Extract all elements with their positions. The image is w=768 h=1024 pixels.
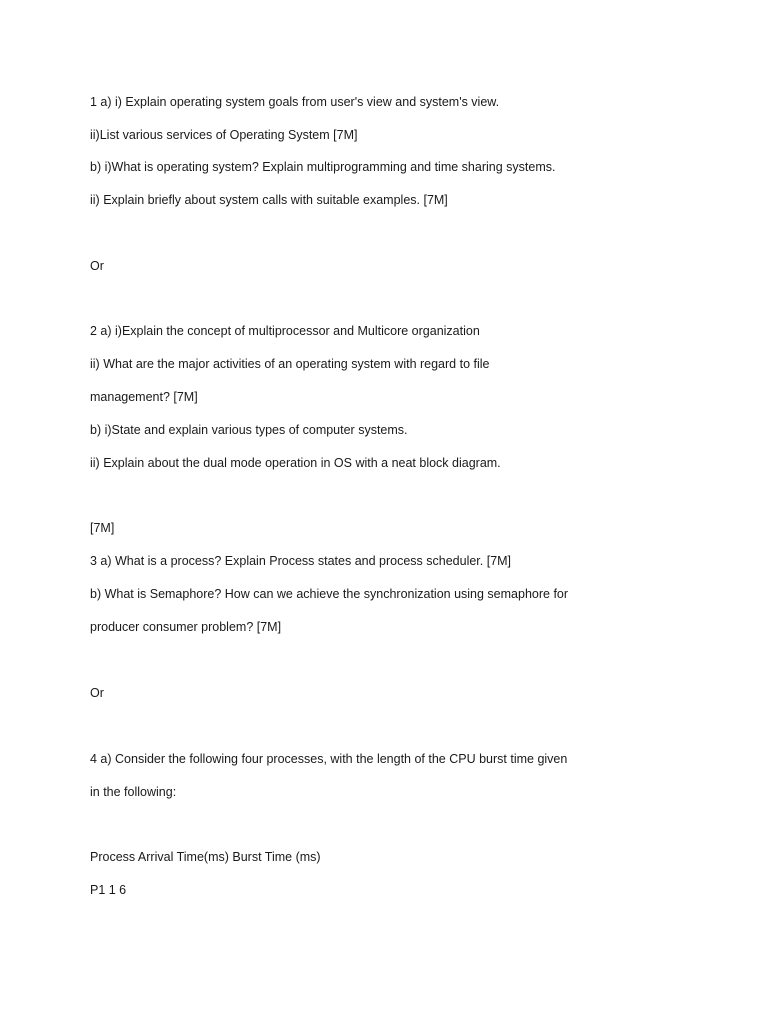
process-table-row: P1 1 6 — [90, 883, 127, 897]
q1b-ii-text: ii) Explain briefly about system calls with suitable examples. [7M] — [90, 193, 448, 207]
q2a-ii-continued-text: management? [7M] — [90, 390, 198, 404]
or-separator: Or — [90, 686, 104, 700]
q3b-text: b) What is Semaphore? How can we achieve the synchronization using semaphore for — [90, 587, 569, 601]
q1a-i-text: 1 a) i) Explain operating system goals from user's view and system's view. — [90, 95, 500, 109]
q3a-text: 3 a) What is a process? Explain Process states and process scheduler. [7M] — [90, 554, 512, 568]
q2a-ii-text: ii) What are the major activities of an operating system with regard to file — [90, 357, 490, 371]
process-table-header: Process Arrival Time(ms) Burst Time (ms) — [90, 850, 321, 864]
q1a-ii-text: ii)List various services of Operating System [7M] — [90, 128, 358, 142]
q2b-i-text: b) i)State and explain various types of computer systems. — [90, 423, 408, 437]
q3b-continued-text: producer consumer problem? [7M] — [90, 620, 282, 634]
q4a-continued-text: in the following: — [90, 785, 177, 799]
marks-label: [7M] — [90, 521, 115, 535]
or-separator: Or — [90, 259, 104, 273]
q4a-text: 4 a) Consider the following four processes, with the length of the CPU burst time given — [90, 752, 568, 766]
q2a-i-text: 2 a) i)Explain the concept of multiprocessor and Multicore organization — [90, 324, 480, 338]
q1b-i-text: b) i)What is operating system? Explain multiprogramming and time sharing systems. — [90, 160, 556, 174]
q2b-ii-text: ii) Explain about the dual mode operation in OS with a neat block diagram. — [90, 456, 501, 470]
